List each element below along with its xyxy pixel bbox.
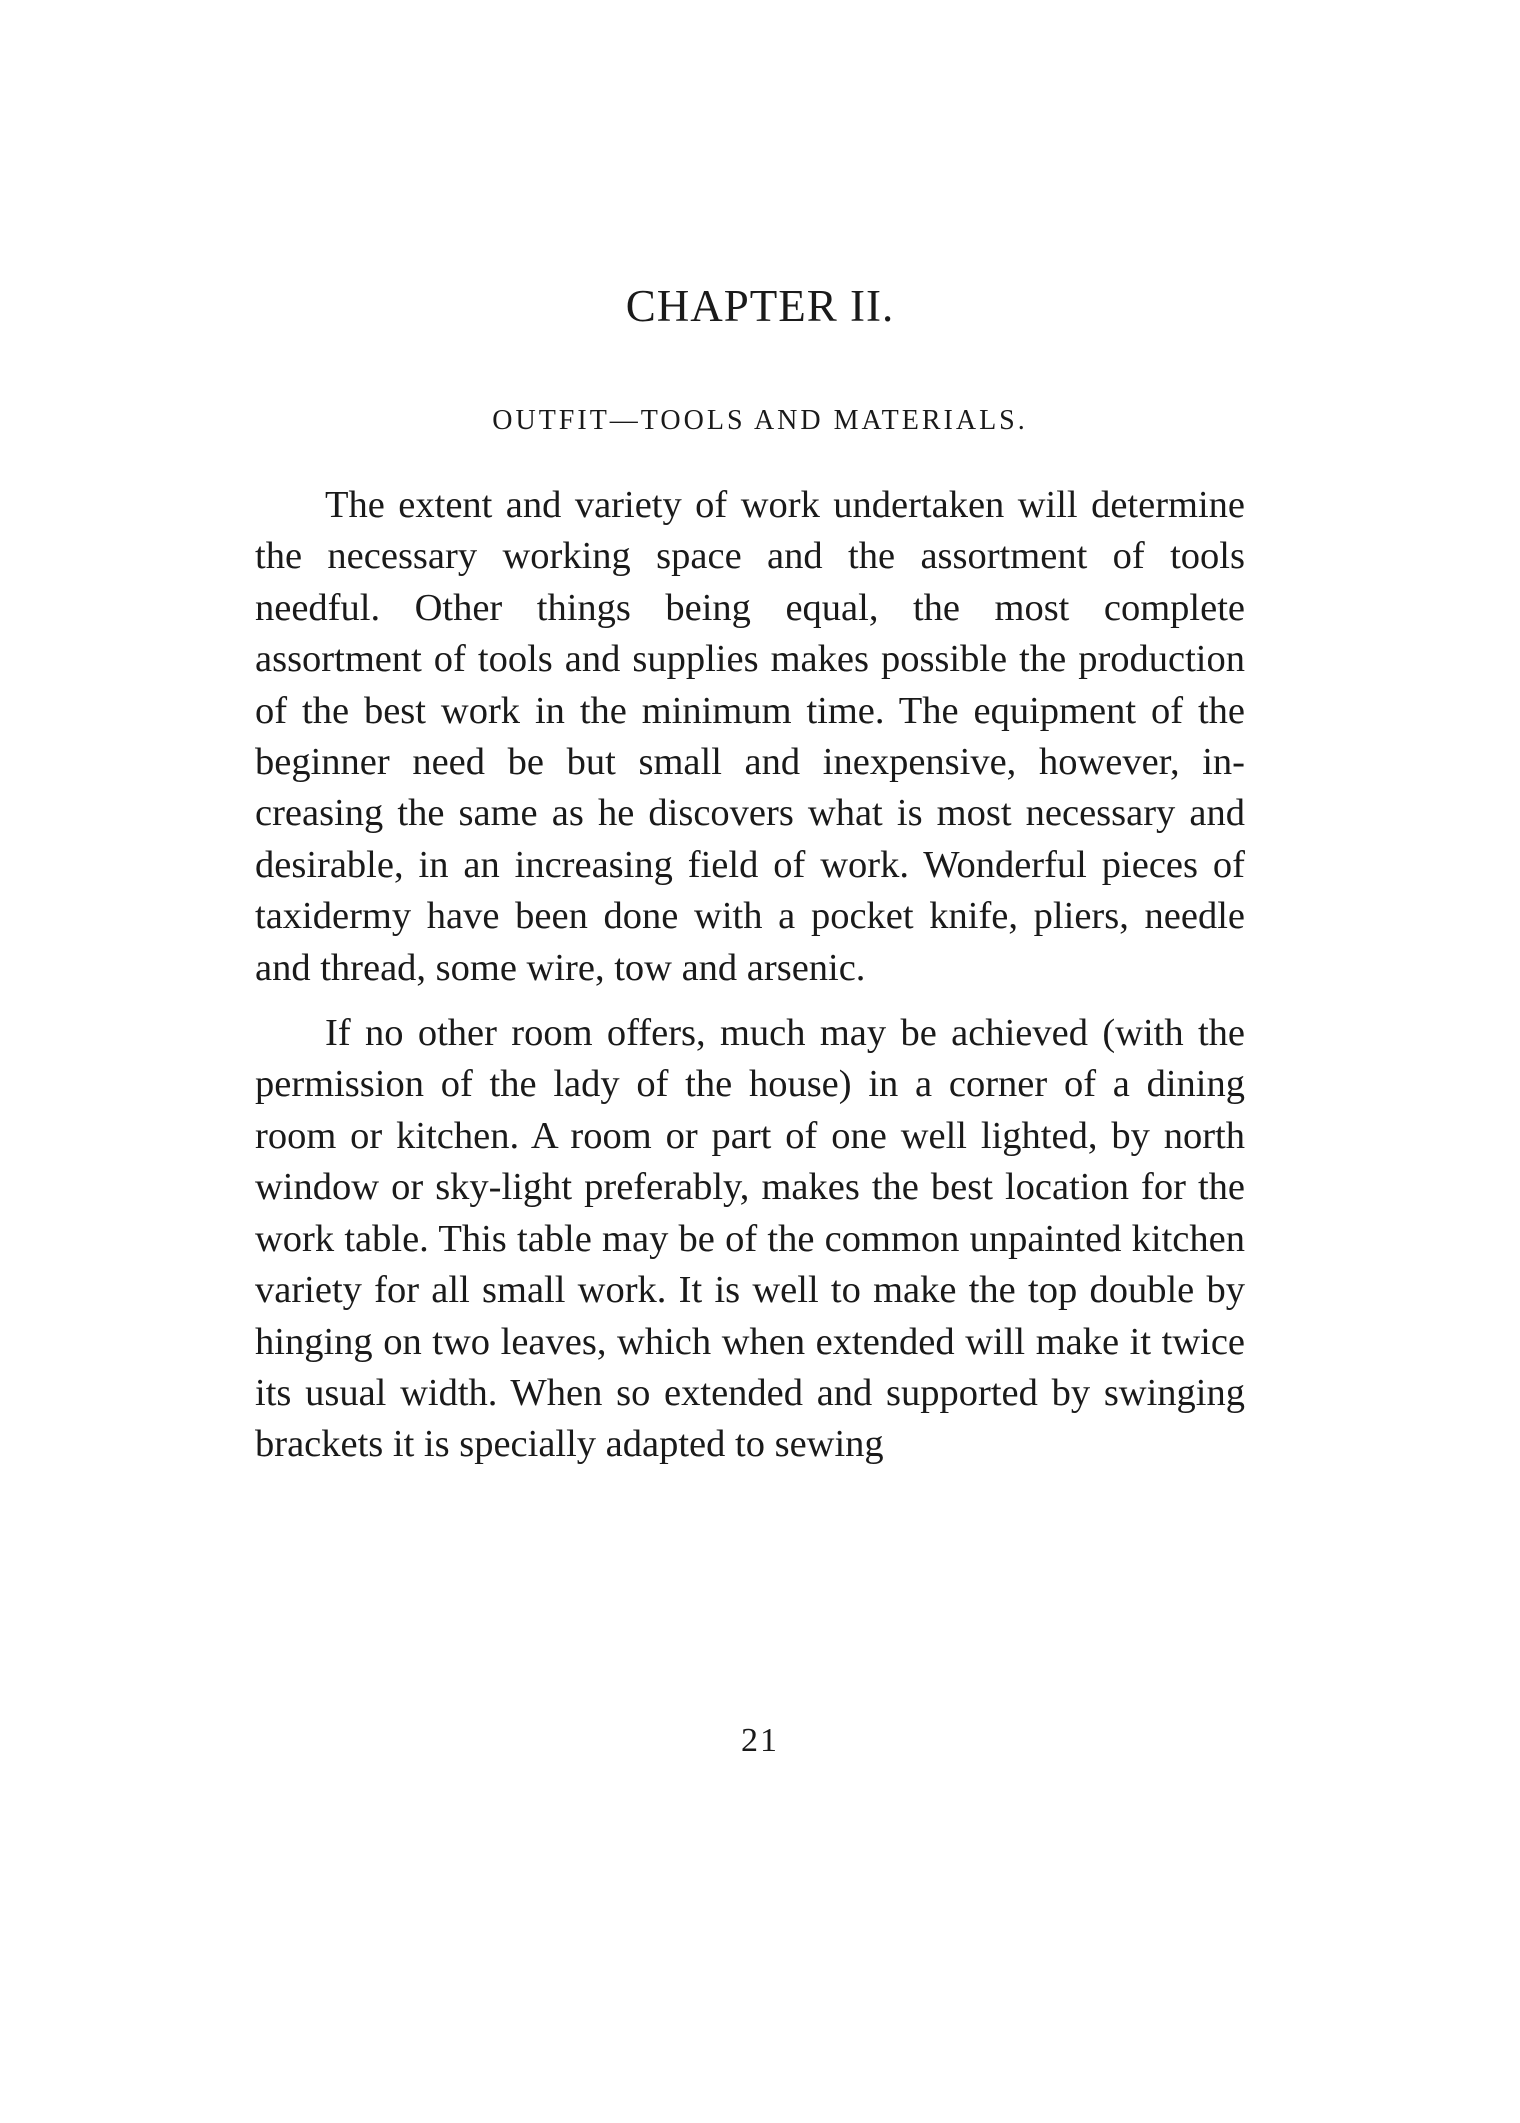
page-number: 21 [741, 1722, 779, 1759]
body-text [255, 480, 1245, 1471]
paragraph-1: The extent and variety of work undertaken will determine the necessary working space and the assortment of tools needful. Other things being equal, the most complete assortment of tools and supplies makes possible the production of the best work in the minimum time. The equipment of the beginner need be but small and inexpensive, however, increasing the same as he discovers what is most necessary and desirable, in an increasing field of work. Wonderful pieces of taxidermy have been done with a pocket knife, pliers, needle and thread, some wire, tow and arsenic. [255, 484, 1245, 989]
paragraph-2: If no other room offers, much may be achieved (with the permission of the lady of the house) in a corner of a dining room or kitchen. A room or part of one well lighted, by north window or sky-light preferably, makes the best location for the work table. This table may be of the common unpainted kitchen variety for all small work. It is well to make the top double by hinging on two leaves, which when extended will make it twice its usual width. When so extended and supported by swinging brackets it is specially adapted to sewing [255, 1012, 1245, 1466]
chapter-title: CHAPTER II. [625, 281, 895, 331]
chapter-subtitle: OUTFIT—TOOLS AND MATERIALS. [492, 405, 1028, 436]
